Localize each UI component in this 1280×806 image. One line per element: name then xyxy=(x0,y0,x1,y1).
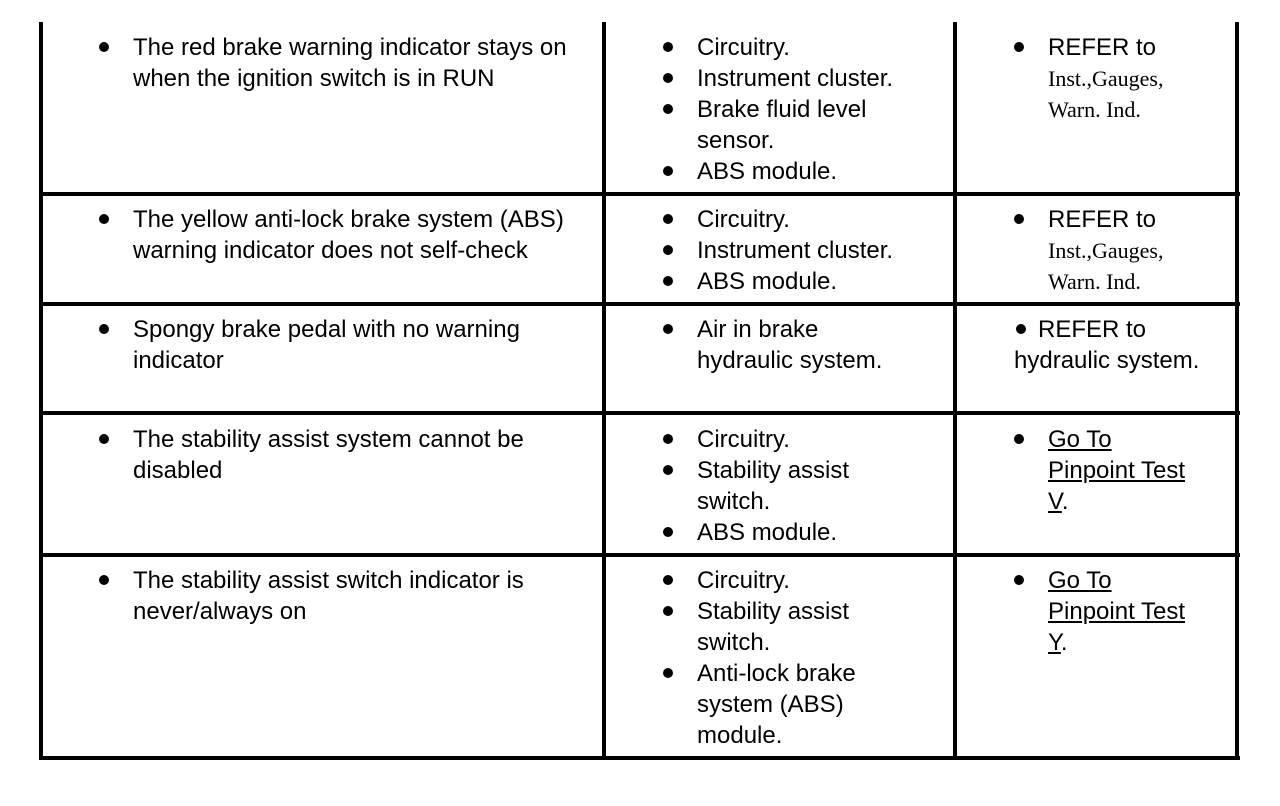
refer-label: REFER to xyxy=(1048,206,1157,233)
row-divider-1 xyxy=(39,192,1240,196)
condition-cell xyxy=(97,204,567,266)
pinpoint-test-y-link[interactable] xyxy=(1048,567,1185,656)
cause-item: Circuitry. xyxy=(661,565,901,596)
condition-cell xyxy=(97,424,592,486)
cause-cell xyxy=(661,565,901,751)
refer-target-line2: Warn. Ind. xyxy=(1048,97,1141,122)
condition-text: The stability assist system cannot be disabled xyxy=(97,424,592,486)
column-divider-2 xyxy=(953,22,957,760)
row-divider-2 xyxy=(39,302,1240,306)
cause-cell xyxy=(661,32,946,187)
refer-target-line2: Warn. Ind. xyxy=(1048,269,1141,294)
cause-cell xyxy=(661,424,901,548)
condition-cell xyxy=(97,314,587,376)
cause-item: Circuitry. xyxy=(661,204,946,235)
cause-item: Brake fluid level sensor. xyxy=(661,94,946,156)
cause-item: ABS module. xyxy=(661,156,946,187)
bullet-icon xyxy=(1016,324,1026,334)
condition-text: The stability assist switch indicator is never/always on xyxy=(97,565,592,627)
refer-label: REFER to xyxy=(1038,316,1147,343)
cause-item: Air in brake hydraulic system. xyxy=(661,314,921,376)
link-line2[interactable]: Pinpoint Test xyxy=(1048,598,1185,625)
link-suffix: . xyxy=(1061,488,1069,515)
action-cell xyxy=(1012,424,1232,517)
cause-item: Stability assist switch. xyxy=(661,596,901,658)
condition-text: The yellow anti-lock brake system (ABS) warning indicator does not self-check xyxy=(97,204,567,266)
refer-label: REFER to xyxy=(1048,34,1157,61)
action-cell xyxy=(1012,32,1232,125)
link-suffix: . xyxy=(1060,629,1068,656)
condition-cell xyxy=(97,565,592,627)
link-line1[interactable]: Go To xyxy=(1048,426,1112,453)
condition-text: Spongy brake pedal with no warning indicator xyxy=(97,314,587,376)
cause-item: Circuitry. xyxy=(661,32,946,63)
action-cell xyxy=(1014,314,1234,376)
cause-item: Instrument cluster. xyxy=(661,63,946,94)
cause-item: ABS module. xyxy=(661,517,901,548)
row-divider-4 xyxy=(39,553,1240,557)
condition-text: The red brake warning indicator stays on when the ignition switch is in RUN xyxy=(97,32,597,94)
action-cell xyxy=(1012,565,1232,658)
condition-cell xyxy=(97,32,597,94)
cause-item: Instrument cluster. xyxy=(661,235,946,266)
cause-item: ABS module. xyxy=(661,266,946,297)
table-border-bottom xyxy=(39,756,1240,760)
cause-cell xyxy=(661,204,946,297)
column-divider-1 xyxy=(602,22,606,760)
link-line1[interactable]: Go To xyxy=(1048,567,1112,594)
link-line2[interactable]: Pinpoint Test xyxy=(1048,457,1185,484)
table-border-right xyxy=(1235,22,1239,760)
action-cell xyxy=(1012,204,1232,297)
refer-target-line1: Inst.,Gauges, xyxy=(1048,66,1164,91)
link-letter[interactable]: Y xyxy=(1048,629,1061,656)
row-divider-3 xyxy=(39,411,1240,415)
table-border-left xyxy=(39,22,43,760)
cause-item: Stability assist switch. xyxy=(661,455,901,517)
refer-target-line2: hydraulic system. xyxy=(1014,347,1200,374)
cause-cell xyxy=(661,314,921,376)
link-letter[interactable]: V xyxy=(1048,488,1062,515)
cause-item: Anti-lock brake system (ABS) module. xyxy=(661,658,901,751)
refer-target-line1: Inst.,Gauges, xyxy=(1048,238,1164,263)
cause-item: Circuitry. xyxy=(661,424,901,455)
pinpoint-test-v-link[interactable] xyxy=(1048,426,1185,515)
